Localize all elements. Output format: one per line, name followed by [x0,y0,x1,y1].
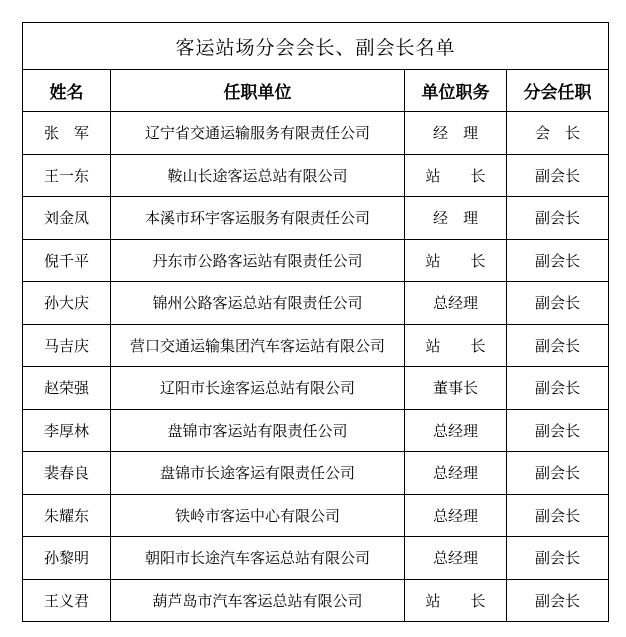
table-row [23,494,609,537]
cell-duty: 站 长 [405,579,507,622]
cell-unit: 鞍山长途客运总站有限公司 [111,154,405,197]
title-row [23,23,609,70]
table-row [23,409,609,452]
table-row [23,452,609,495]
cell-name: 孙大庆 [23,282,111,325]
cell-duty: 总经理 [405,452,507,495]
cell-unit: 丹东市公路客运站有限责任公司 [111,239,405,282]
cell-duty: 站 长 [405,324,507,367]
cell-unit: 盘锦市长途客运有限责任公司 [111,452,405,495]
cell-unit: 本溪市环宇客运服务有限责任公司 [111,197,405,240]
cell-role: 副会长 [507,282,609,325]
cell-name: 孙黎明 [23,537,111,580]
cell-name: 李厚林 [23,409,111,452]
cell-unit: 辽宁省交通运输服务有限责任公司 [111,112,405,155]
cell-name: 王义君 [23,579,111,622]
cell-unit: 辽阳市长途客运总站有限公司 [111,367,405,410]
cell-duty: 站 长 [405,239,507,282]
table-row [23,154,609,197]
cell-role: 副会长 [507,324,609,367]
cell-duty: 总经理 [405,494,507,537]
cell-duty: 经 理 [405,112,507,155]
cell-role: 副会长 [507,452,609,495]
table-row [23,579,609,622]
cell-role: 副会长 [507,537,609,580]
cell-unit: 朝阳市长途汽车客运总站有限公司 [111,537,405,580]
cell-unit: 锦州公路客运总站有限责任公司 [111,282,405,325]
cell-duty: 总经理 [405,409,507,452]
table-row [23,282,609,325]
header-row [23,70,609,112]
cell-duty: 总经理 [405,282,507,325]
cell-unit: 铁岭市客运中心有限公司 [111,494,405,537]
table-row [23,367,609,410]
cell-role: 副会长 [507,197,609,240]
header-name: 姓名 [23,70,111,112]
cell-role: 副会长 [507,409,609,452]
table-row [23,239,609,282]
header-role: 分会任职 [507,70,609,112]
cell-name: 王一东 [23,154,111,197]
cell-duty: 董事长 [405,367,507,410]
roster-document [22,22,608,622]
cell-name: 裴春良 [23,452,111,495]
table-row [23,112,609,155]
cell-unit: 营口交通运输集团汽车客运站有限公司 [111,324,405,367]
cell-role: 副会长 [507,367,609,410]
cell-role: 副会长 [507,579,609,622]
roster-table [22,22,609,622]
cell-unit: 盘锦市客运站有限责任公司 [111,409,405,452]
header-unit: 任职单位 [111,70,405,112]
header-duty: 单位职务 [405,70,507,112]
cell-role: 副会长 [507,154,609,197]
cell-name: 张 军 [23,112,111,155]
cell-role: 会 长 [507,112,609,155]
cell-name: 马吉庆 [23,324,111,367]
table-row [23,197,609,240]
table-row [23,324,609,367]
table-title: 客运站场分会会长、副会长名单 [23,23,609,70]
cell-duty: 经 理 [405,197,507,240]
cell-name: 朱耀东 [23,494,111,537]
cell-name: 刘金凤 [23,197,111,240]
cell-name: 倪千平 [23,239,111,282]
cell-name: 赵荣强 [23,367,111,410]
cell-role: 副会长 [507,494,609,537]
table-row [23,537,609,580]
cell-unit: 葫芦岛市汽车客运总站有限公司 [111,579,405,622]
cell-role: 副会长 [507,239,609,282]
cell-duty: 总经理 [405,537,507,580]
cell-duty: 站 长 [405,154,507,197]
